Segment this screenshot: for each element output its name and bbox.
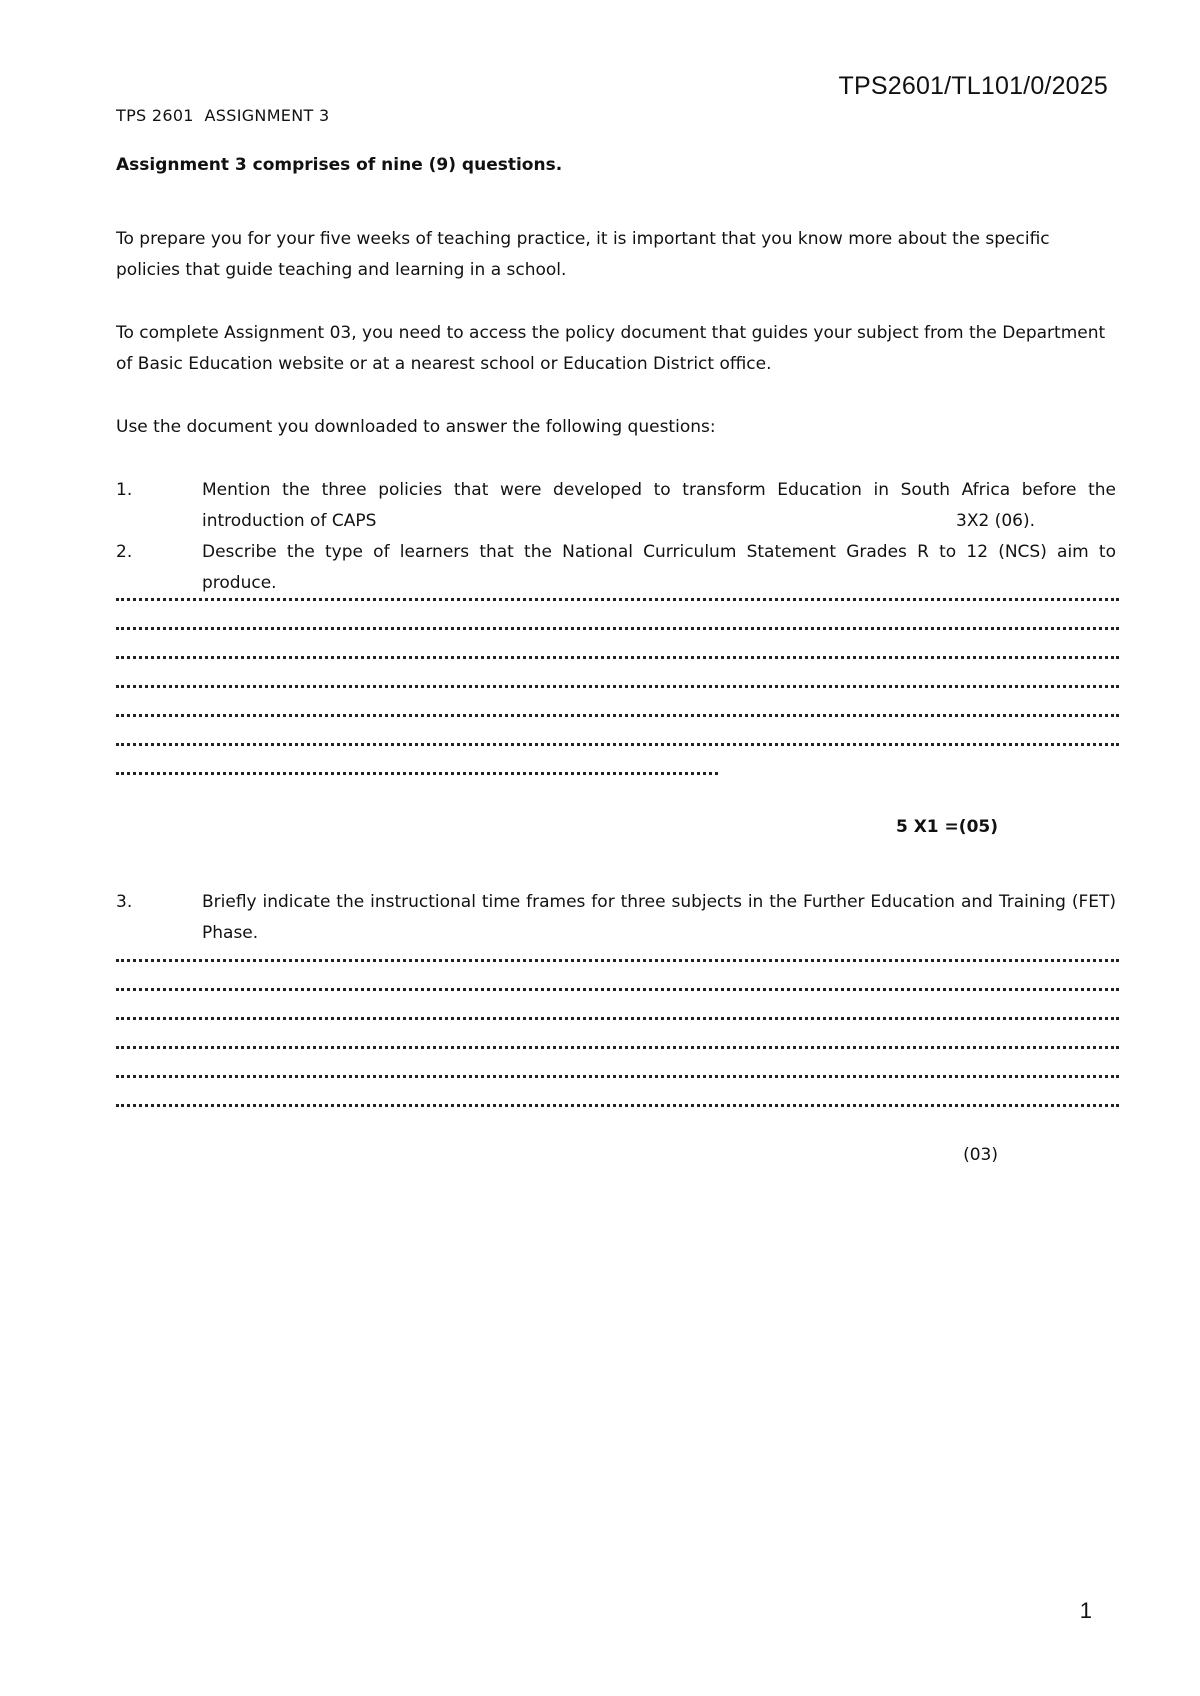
answer-line[interactable] xyxy=(116,596,1119,601)
intro-paragraph-2: To complete Assignment 03, you need to access the policy document that guides your subject from the Department of Basic Education website or at a nearest school or Education District office. xyxy=(116,323,1106,374)
question-text: Briefly indicate the instructional time frames for three subjects in the Further Education and Training (FET) Phase. xyxy=(202,892,1116,943)
document-code: TPS2601/TL101/0/2025 xyxy=(838,72,1108,100)
answer-line[interactable] xyxy=(116,741,1119,746)
answer-line[interactable] xyxy=(116,625,1119,630)
question-marks: 3X2 (06). xyxy=(956,511,1035,531)
intro-paragraph-3: Use the document you downloaded to answer the following questions: xyxy=(116,417,716,437)
assignment-title: Assignment 3 comprises of nine (9) questions. xyxy=(116,155,563,175)
answer-line[interactable] xyxy=(116,654,1119,659)
question-number: 3. xyxy=(116,892,133,912)
question-number: 2. xyxy=(116,542,133,562)
answer-line[interactable] xyxy=(116,712,1119,717)
answer-line[interactable] xyxy=(116,683,1119,688)
question-3-marks: (03) xyxy=(963,1145,998,1165)
answer-line[interactable] xyxy=(116,1073,1119,1078)
answer-line[interactable] xyxy=(116,986,1119,991)
answer-line[interactable] xyxy=(116,770,718,775)
answer-line[interactable] xyxy=(116,1102,1119,1107)
answer-line[interactable] xyxy=(116,1044,1119,1049)
answer-line[interactable] xyxy=(116,1015,1119,1020)
question-2-marks: 5 X1 =(05) xyxy=(895,817,998,837)
question-number: 1. xyxy=(116,480,133,500)
assignment-heading: TPS 2601 ASSIGNMENT 3 xyxy=(116,106,330,125)
question-text: Mention the three policies that were developed to transform Education in South Africa before the introduction of CAPS xyxy=(202,480,1116,531)
page-number: 1 xyxy=(1079,1598,1092,1623)
question-text: Describe the type of learners that the National Curriculum Statement Grades R to 12 (NCS) aim to produce. xyxy=(202,542,1116,593)
answer-line[interactable] xyxy=(116,957,1119,962)
intro-paragraph-1: To prepare you for your five weeks of teaching practice, it is important that you know more about the specific policies that guide teaching and learning in a school. xyxy=(116,229,1050,280)
